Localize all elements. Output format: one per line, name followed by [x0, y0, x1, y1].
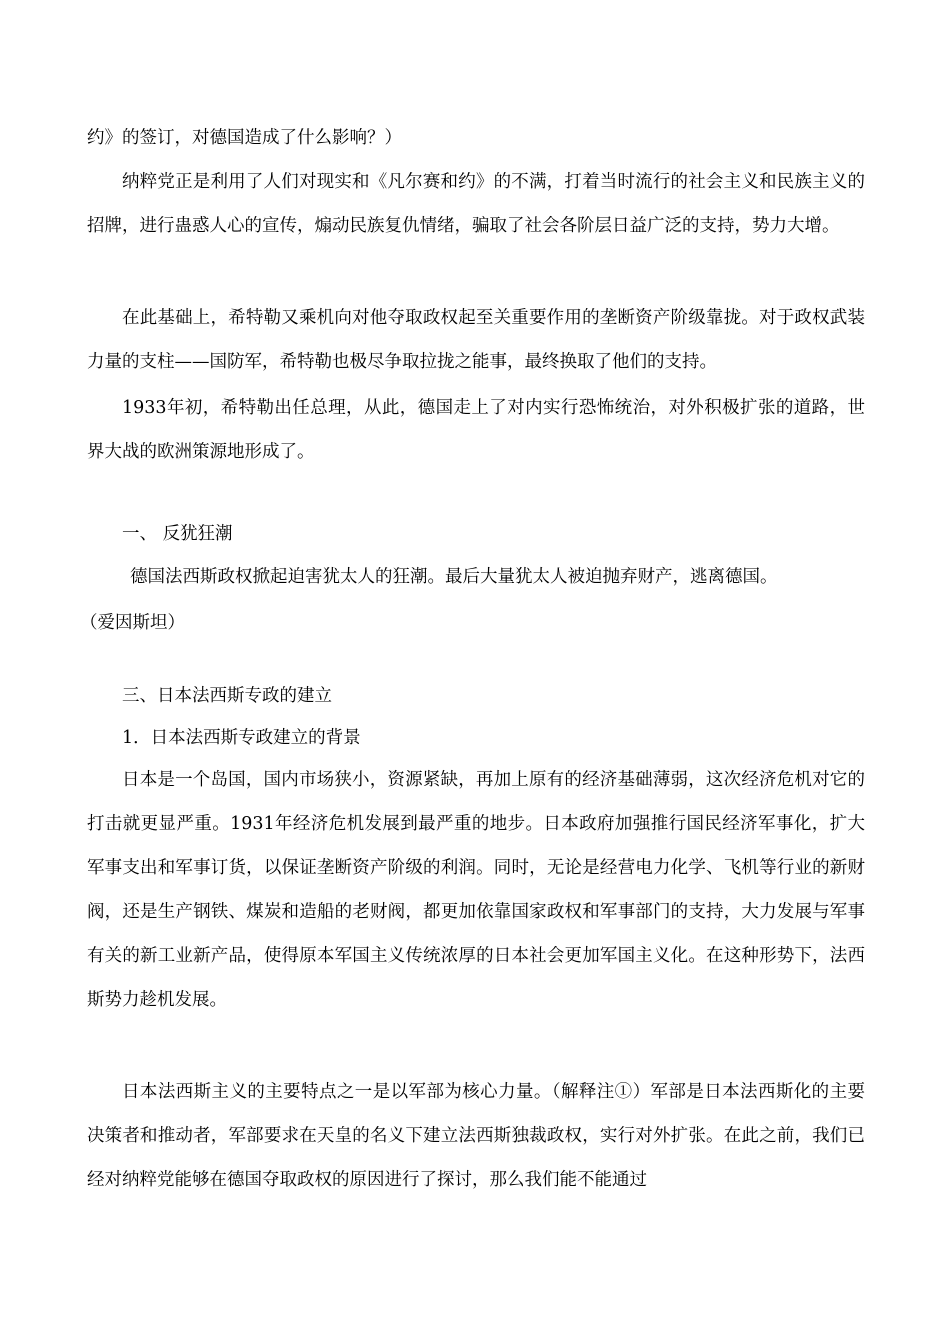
subheading-background: 1．日本法西斯专政建立的背景 — [122, 728, 361, 748]
section-heading-anti-jewish: 一、 反犹狂潮 — [122, 524, 233, 544]
paragraph-1933: 1933年初，希特勒出任总理，从此，德国走上了对内实行恐怖统治，对外积极扩张的道路，世界大战的欧洲策源地形成了。 — [87, 398, 865, 462]
paragraph-persecution: 德国法西斯政权掀起迫害犹太人的狂潮。最后大量犹太人被迫抛弃财产，逃离德国。 — [130, 567, 778, 587]
paragraph-nazi-propaganda: 纳粹党正是利用了人们对现实和《凡尔赛和约》的不满，打着当时流行的社会主义和民族主义的招牌，进行蛊惑人心的宣传，煽动民族复仇情绪，骗取了社会各阶层日益广泛的支持，势力大增。 — [87, 172, 865, 236]
paragraph-continuation: 约》的签订，对德国造成了什么影响？） — [87, 128, 402, 148]
paragraph-japan-economy: 日本是一个岛国，国内市场狭小，资源紧缺，再加上原有的经济基础薄弱，这次经济危机对它的打击就更显严重。1931年经济危机发展到最严重的地步。日本政府加强推行国民经济军事化，扩大军事支出和军事订货，以保证垄断资产阶级的利润。同时，无论是经营电力化学、飞机等行业的新财阀，还是生产钢铁、煤炭和造船的老财阀，都更加依靠国家政权和军事部门的支持，大力发展与军事有关的新工业新产品，使得原本军国主义传统浓厚的日本社会更加军国主义化。在这种形势下，法西斯势力趁机发展。 — [87, 770, 865, 1010]
paragraph-monopoly-support: 在此基础上，希特勒又乘机向对他夺取政权起至关重要作用的垄断资产阶级靠拢。对于政权武装力量的支柱——国防军，希特勒也极尽争取拉拢之能事，最终换取了他们的支持。 — [87, 308, 865, 372]
paragraph-einstein: （爱因斯坦） — [80, 613, 185, 633]
paragraph-military: 日本法西斯主义的主要特点之一是以军部为核心力量。（解释注①）军部是日本法西斯化的主要决策者和推动者，军部要求在天皇的名义下建立法西斯独裁政权，实行对外扩张。在此之前，我们已经对纳粹党能够在德国夺取政权的原因进行了探讨，那么我们能不能通过 — [87, 1082, 865, 1190]
section-heading-japan: 三、日本法西斯专政的建立 — [122, 686, 332, 706]
